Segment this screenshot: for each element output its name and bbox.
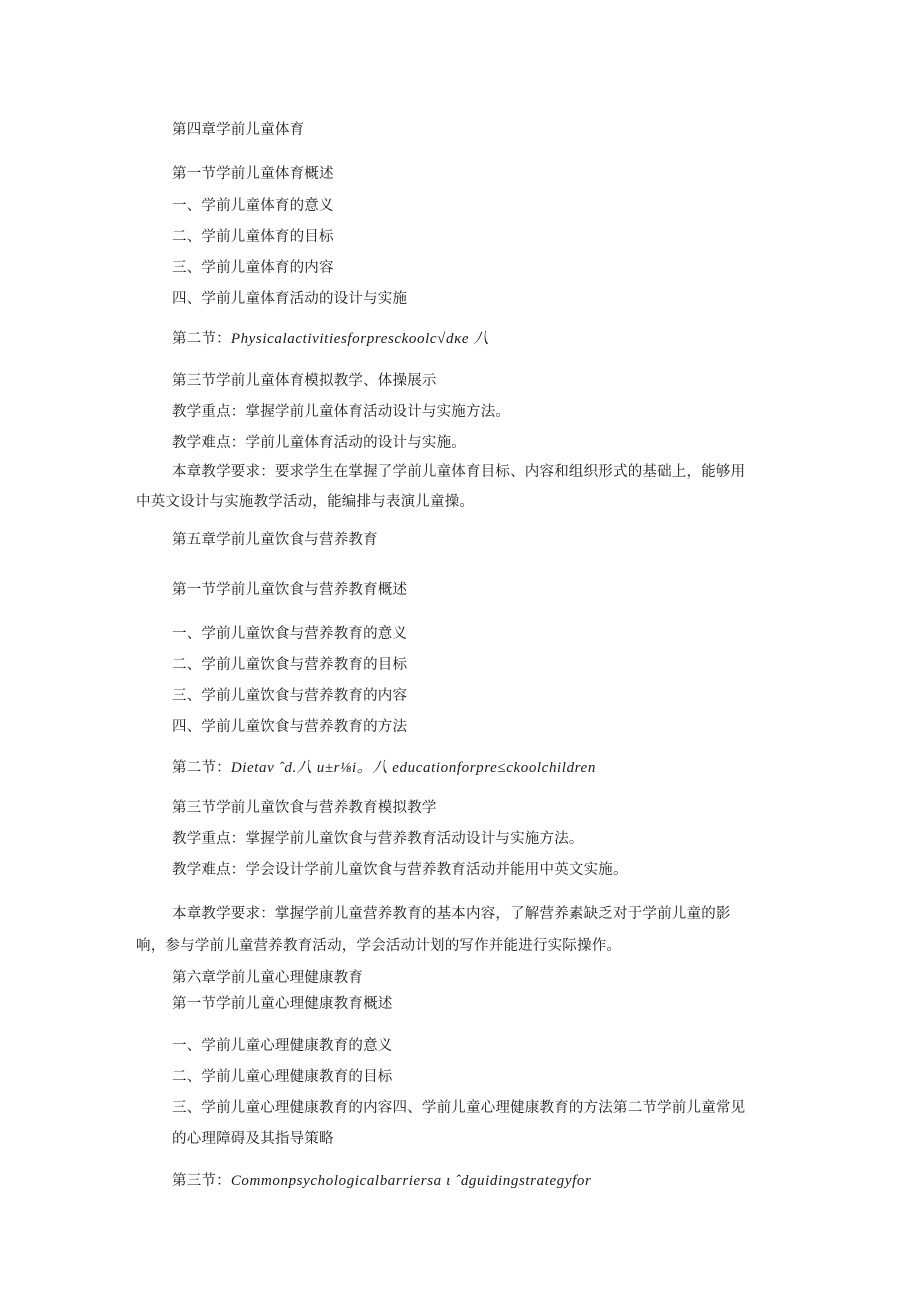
chapter4-key-point: 教学重点：掌握学前儿童体育活动设计与实施方法。 <box>172 404 511 420</box>
chapter5-section2-label: 第二节： <box>172 760 231 776</box>
chapter5-item-2: 二、学前儿童饮食与营养教育的目标 <box>172 657 408 673</box>
chapter5-title: 第五章学前儿童饮食与营养教育 <box>172 532 378 548</box>
chapter4-item-3: 三、学前儿童体育的内容 <box>172 260 334 276</box>
chapter6-combined-line1: 三、学前儿童心理健康教育的内容四、学前儿童心理健康教育的方法第二节学前儿童常见 <box>172 1100 746 1116</box>
chapter5-key-point: 教学重点：掌握学前儿童饮食与营养教育活动设计与实施方法。 <box>172 831 584 847</box>
chapter6-title: 第六章学前儿童心理健康教育 <box>172 970 364 986</box>
chapter4-requirement-line2: 中英文设计与实施教学活动，能编排与表演儿童操。 <box>136 494 475 510</box>
chapter5-item-1: 一、学前儿童饮食与营养教育的意义 <box>172 626 408 642</box>
chapter6-item-2: 二、学前儿童心理健康教育的目标 <box>172 1069 393 1085</box>
chapter6-section3-label: 第三节： <box>172 1173 231 1189</box>
chapter4-item-4: 四、学前儿童体育活动的设计与实施 <box>172 291 408 307</box>
chapter5-item-4: 四、学前儿童饮食与营养教育的方法 <box>172 719 408 735</box>
chapter4-section3-title: 第三节学前儿童体育模拟教学、体操展示 <box>172 373 437 389</box>
chapter4-section2-label: 第二节： <box>172 331 231 347</box>
chapter5-section2-english: Dietav ˆd.八 u±r⅛i。八 educationforpre≤ckoolchildren <box>230 760 596 776</box>
chapter4-item-1: 一、学前儿童体育的意义 <box>172 198 334 214</box>
chapter5-section1-title: 第一节学前儿童饮食与营养教育概述 <box>172 582 408 598</box>
chapter5-requirement-line1: 本章教学要求：掌握学前儿童营养教育的基本内容，了解营养素缺乏对于学前儿童的影 <box>172 906 731 922</box>
chapter4-section1-title: 第一节学前儿童体育概述 <box>172 166 334 182</box>
chapter5-difficulty: 教学难点：学会设计学前儿童饮食与营养教育活动并能用中英文实施。 <box>172 862 628 878</box>
chapter5-item-3: 三、学前儿童饮食与营养教育的内容 <box>172 688 408 704</box>
chapter6-section3-english: Commonpsychologicalbarriersa ι ˆdguidingstrategyfor <box>230 1173 592 1189</box>
chapter5-section2 <box>172 758 596 778</box>
chapter4-section2-english: Physicalactivitiesforpresckoolc√dκe 八 <box>230 331 490 347</box>
chapter4-section2 <box>172 329 489 349</box>
chapter6-combined-line2: 的心理障碍及其指导策略 <box>172 1131 334 1147</box>
chapter6-section3 <box>172 1171 591 1191</box>
chapter6-item-1: 一、学前儿童心理健康教育的意义 <box>172 1038 393 1054</box>
chapter4-item-2: 二、学前儿童体育的目标 <box>172 229 334 245</box>
chapter6-section1-title: 第一节学前儿童心理健康教育概述 <box>172 996 393 1012</box>
chapter4-title: 第四章学前儿童体育 <box>172 122 305 138</box>
chapter5-section3-title: 第三节学前儿童饮食与营养教育模拟教学 <box>172 800 437 816</box>
chapter5-requirement-line2: 响，参与学前儿童营养教育活动，学会活动计划的写作并能进行实际操作。 <box>136 938 622 954</box>
chapter4-difficulty: 教学难点：学前儿童体育活动的设计与实施。 <box>172 435 466 451</box>
chapter4-requirement-line1: 本章教学要求：要求学生在掌握了学前儿童体育目标、内容和组织形式的基础上，能够用 <box>172 464 746 480</box>
